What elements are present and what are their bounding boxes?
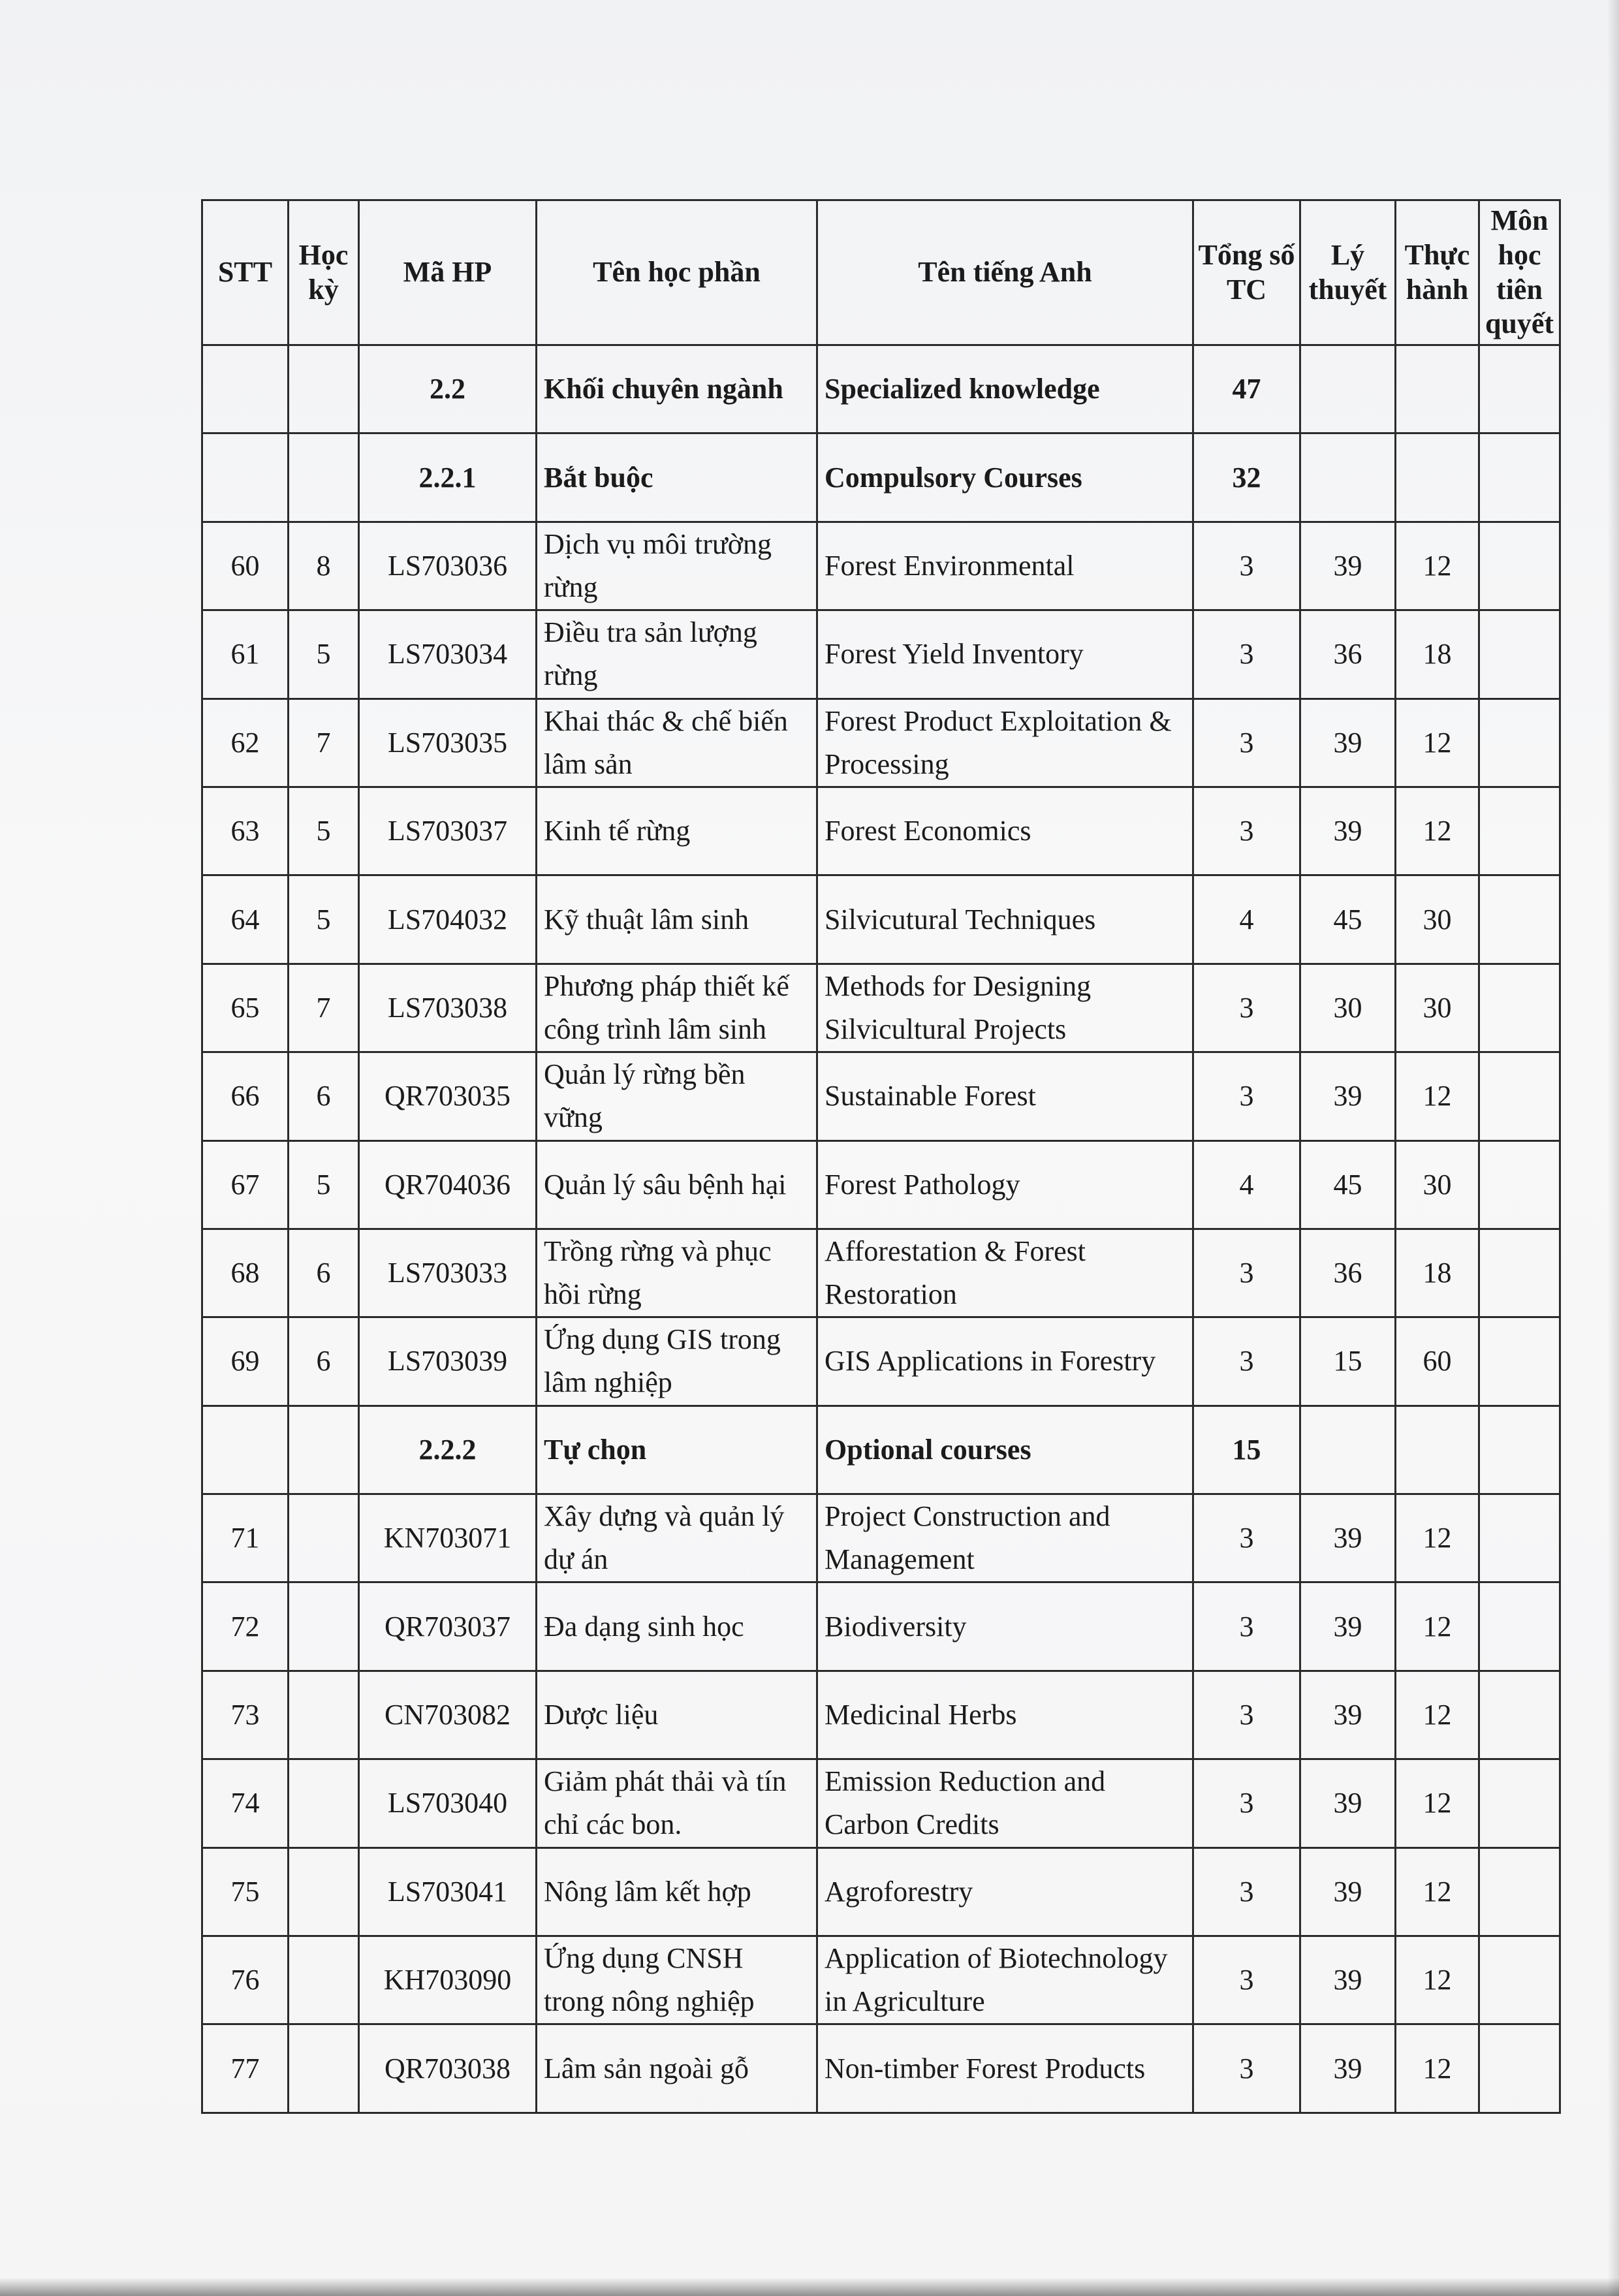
cell-ten-tieng-anh: Emission Reduction and Carbon Credits xyxy=(817,1759,1193,1848)
cell-hoc-ky xyxy=(289,1671,359,1759)
cell-tong-so-tc: 4 xyxy=(1193,875,1300,964)
cell-ten-hoc-phan: Bắt buộc xyxy=(537,433,817,522)
cell-thuc-hanh: 12 xyxy=(1396,522,1479,610)
cell-ma-hp: LS703040 xyxy=(359,1759,537,1848)
section-row xyxy=(202,433,1560,522)
cell-tong-so-tc: 3 xyxy=(1193,1317,1300,1406)
page-edge-shadow-bottom xyxy=(0,2278,1619,2296)
cell-mon-hoc-tien-quyet xyxy=(1479,875,1560,964)
cell-tong-so-tc: 4 xyxy=(1193,1140,1300,1229)
cell-mon-hoc-tien-quyet xyxy=(1479,610,1560,699)
cell-ma-hp: 2.2.1 xyxy=(359,433,537,522)
cell-mon-hoc-tien-quyet xyxy=(1479,433,1560,522)
cell-tong-so-tc: 15 xyxy=(1193,1406,1300,1494)
header-hoc-ky: Học kỳ xyxy=(289,200,359,345)
cell-stt: 63 xyxy=(202,787,289,875)
cell-tong-so-tc: 3 xyxy=(1193,1052,1300,1140)
cell-ly-thuyet: 45 xyxy=(1300,875,1396,964)
cell-stt: 67 xyxy=(202,1140,289,1229)
cell-thuc-hanh: 12 xyxy=(1396,1052,1479,1140)
cell-thuc-hanh: 12 xyxy=(1396,1848,1479,1936)
cell-ma-hp: LS703033 xyxy=(359,1229,537,1317)
cell-ten-tieng-anh: Forest Economics xyxy=(817,787,1193,875)
cell-ten-tieng-anh: Non-timber Forest Products xyxy=(817,2024,1193,2113)
cell-mon-hoc-tien-quyet xyxy=(1479,1936,1560,2024)
cell-hoc-ky: 5 xyxy=(289,1140,359,1229)
cell-ly-thuyet: 39 xyxy=(1300,1936,1396,2024)
cell-ma-hp: LS703036 xyxy=(359,522,537,610)
cell-hoc-ky: 5 xyxy=(289,610,359,699)
cell-ly-thuyet: 39 xyxy=(1300,1582,1396,1671)
cell-mon-hoc-tien-quyet xyxy=(1479,964,1560,1052)
cell-stt: 65 xyxy=(202,964,289,1052)
cell-mon-hoc-tien-quyet xyxy=(1479,1052,1560,1140)
cell-ma-hp: LS703037 xyxy=(359,787,537,875)
header-ten-hoc-phan: Tên học phần xyxy=(537,200,817,345)
cell-ma-hp: LS703039 xyxy=(359,1317,537,1406)
cell-stt: 66 xyxy=(202,1052,289,1140)
cell-ly-thuyet xyxy=(1300,433,1396,522)
cell-mon-hoc-tien-quyet xyxy=(1479,1671,1560,1759)
cell-ma-hp: QR704036 xyxy=(359,1140,537,1229)
table-row xyxy=(202,1229,1560,1317)
cell-mon-hoc-tien-quyet xyxy=(1479,699,1560,787)
cell-ly-thuyet: 39 xyxy=(1300,1494,1396,1582)
cell-ten-tieng-anh: Medicinal Herbs xyxy=(817,1671,1193,1759)
cell-ma-hp: QR703038 xyxy=(359,2024,537,2113)
cell-ten-hoc-phan: Dược liệu xyxy=(537,1671,817,1759)
course-table xyxy=(201,199,1561,2114)
cell-thuc-hanh xyxy=(1396,1406,1479,1494)
cell-hoc-ky: 8 xyxy=(289,522,359,610)
cell-ma-hp: LS703038 xyxy=(359,964,537,1052)
cell-ten-hoc-phan: Lâm sản ngoài gỗ xyxy=(537,2024,817,2113)
cell-thuc-hanh xyxy=(1396,433,1479,522)
table-row xyxy=(202,787,1560,875)
cell-stt: 61 xyxy=(202,610,289,699)
cell-hoc-ky: 6 xyxy=(289,1052,359,1140)
cell-stt: 60 xyxy=(202,522,289,610)
cell-tong-so-tc: 32 xyxy=(1193,433,1300,522)
table-row xyxy=(202,1671,1560,1759)
cell-thuc-hanh: 30 xyxy=(1396,964,1479,1052)
cell-tong-so-tc: 3 xyxy=(1193,1848,1300,1936)
cell-hoc-ky: 5 xyxy=(289,875,359,964)
cell-ten-hoc-phan: Tự chọn xyxy=(537,1406,817,1494)
cell-hoc-ky xyxy=(289,1759,359,1848)
section-row xyxy=(202,1406,1560,1494)
cell-thuc-hanh: 18 xyxy=(1396,1229,1479,1317)
cell-ma-hp: LS704032 xyxy=(359,875,537,964)
cell-ma-hp: QR703037 xyxy=(359,1582,537,1671)
cell-ma-hp: KN703071 xyxy=(359,1494,537,1582)
cell-thuc-hanh: 60 xyxy=(1396,1317,1479,1406)
cell-ten-hoc-phan: Nông lâm kết hợp xyxy=(537,1848,817,1936)
cell-ly-thuyet: 39 xyxy=(1300,1848,1396,1936)
cell-mon-hoc-tien-quyet xyxy=(1479,1759,1560,1848)
cell-tong-so-tc: 3 xyxy=(1193,699,1300,787)
table-row xyxy=(202,1582,1560,1671)
cell-tong-so-tc: 3 xyxy=(1193,522,1300,610)
cell-stt: 64 xyxy=(202,875,289,964)
cell-ma-hp: LS703034 xyxy=(359,610,537,699)
cell-thuc-hanh: 12 xyxy=(1396,1582,1479,1671)
cell-hoc-ky xyxy=(289,1936,359,2024)
cell-ten-hoc-phan: Điều tra sản lượng rừng xyxy=(537,610,817,699)
cell-mon-hoc-tien-quyet xyxy=(1479,1848,1560,1936)
cell-ten-tieng-anh: Forest Yield Inventory xyxy=(817,610,1193,699)
cell-ma-hp: LS703041 xyxy=(359,1848,537,1936)
cell-stt xyxy=(202,345,289,433)
page-edge-shadow-right xyxy=(1607,0,1619,2296)
cell-stt xyxy=(202,433,289,522)
cell-mon-hoc-tien-quyet xyxy=(1479,522,1560,610)
cell-ten-tieng-anh: Biodiversity xyxy=(817,1582,1193,1671)
cell-stt: 71 xyxy=(202,1494,289,1582)
cell-mon-hoc-tien-quyet xyxy=(1479,1229,1560,1317)
cell-stt: 77 xyxy=(202,2024,289,2113)
section-row xyxy=(202,345,1560,433)
cell-thuc-hanh: 12 xyxy=(1396,1494,1479,1582)
table-row xyxy=(202,2024,1560,2113)
cell-ten-tieng-anh: Specialized knowledge xyxy=(817,345,1193,433)
cell-thuc-hanh: 12 xyxy=(1396,2024,1479,2113)
cell-ly-thuyet: 39 xyxy=(1300,2024,1396,2113)
cell-ten-tieng-anh: GIS Applications in Forestry xyxy=(817,1317,1193,1406)
header-thuc-hanh: Thực hành xyxy=(1396,200,1479,345)
table-row xyxy=(202,1317,1560,1406)
cell-thuc-hanh: 12 xyxy=(1396,1936,1479,2024)
table-header-row xyxy=(202,200,1560,345)
header-mon-hoc-tien-quyet: Môn học tiên quyết xyxy=(1479,200,1560,345)
cell-ten-tieng-anh: Afforestation & Forest Restoration xyxy=(817,1229,1193,1317)
cell-stt: 76 xyxy=(202,1936,289,2024)
cell-ten-hoc-phan: Ứng dụng CNSH trong nông nghiệp xyxy=(537,1936,817,2024)
cell-hoc-ky xyxy=(289,1494,359,1582)
cell-thuc-hanh: 12 xyxy=(1396,1671,1479,1759)
cell-mon-hoc-tien-quyet xyxy=(1479,2024,1560,2113)
cell-ten-hoc-phan: Quản lý rừng bền vững xyxy=(537,1052,817,1140)
cell-ten-tieng-anh: Agroforestry xyxy=(817,1848,1193,1936)
cell-hoc-ky xyxy=(289,1582,359,1671)
cell-stt: 68 xyxy=(202,1229,289,1317)
table-row xyxy=(202,875,1560,964)
cell-thuc-hanh xyxy=(1396,345,1479,433)
cell-tong-so-tc: 3 xyxy=(1193,2024,1300,2113)
table-row xyxy=(202,522,1560,610)
table-row xyxy=(202,1936,1560,2024)
table-row xyxy=(202,699,1560,787)
cell-mon-hoc-tien-quyet xyxy=(1479,1317,1560,1406)
cell-ten-tieng-anh: Forest Environmental xyxy=(817,522,1193,610)
cell-hoc-ky: 7 xyxy=(289,964,359,1052)
cell-stt: 72 xyxy=(202,1582,289,1671)
cell-ly-thuyet: 15 xyxy=(1300,1317,1396,1406)
cell-hoc-ky xyxy=(289,1406,359,1494)
cell-tong-so-tc: 3 xyxy=(1193,1582,1300,1671)
cell-tong-so-tc: 3 xyxy=(1193,964,1300,1052)
cell-ly-thuyet: 36 xyxy=(1300,610,1396,699)
cell-ten-hoc-phan: Phương pháp thiết kế công trình lâm sinh xyxy=(537,964,817,1052)
table-row xyxy=(202,1494,1560,1582)
cell-ten-hoc-phan: Ứng dụng GIS trong lâm nghiệp xyxy=(537,1317,817,1406)
cell-ten-hoc-phan: Quản lý sâu bệnh hại xyxy=(537,1140,817,1229)
cell-stt: 62 xyxy=(202,699,289,787)
header-tong-so-tc: Tổng số TC xyxy=(1193,200,1300,345)
cell-ly-thuyet: 39 xyxy=(1300,787,1396,875)
cell-ten-hoc-phan: Kỹ thuật lâm sinh xyxy=(537,875,817,964)
cell-ma-hp: KH703090 xyxy=(359,1936,537,2024)
cell-ten-tieng-anh: Sustainable Forest xyxy=(817,1052,1193,1140)
cell-ly-thuyet: 30 xyxy=(1300,964,1396,1052)
cell-thuc-hanh: 12 xyxy=(1396,699,1479,787)
cell-ly-thuyet: 36 xyxy=(1300,1229,1396,1317)
header-ly-thuyet: Lý thuyết xyxy=(1300,200,1396,345)
cell-tong-so-tc: 47 xyxy=(1193,345,1300,433)
cell-mon-hoc-tien-quyet xyxy=(1479,1406,1560,1494)
cell-hoc-ky xyxy=(289,345,359,433)
cell-ten-hoc-phan: Dịch vụ môi trường rừng xyxy=(537,522,817,610)
cell-ly-thuyet: 39 xyxy=(1300,1759,1396,1848)
cell-ten-tieng-anh: Optional courses xyxy=(817,1406,1193,1494)
table-row xyxy=(202,1848,1560,1936)
cell-ma-hp: QR703035 xyxy=(359,1052,537,1140)
table-row xyxy=(202,1052,1560,1140)
cell-hoc-ky: 5 xyxy=(289,787,359,875)
cell-tong-so-tc: 3 xyxy=(1193,1229,1300,1317)
cell-ma-hp: LS703035 xyxy=(359,699,537,787)
cell-thuc-hanh: 12 xyxy=(1396,787,1479,875)
cell-ten-hoc-phan: Trồng rừng và phục hồi rừng xyxy=(537,1229,817,1317)
cell-ten-tieng-anh: Methods for Designing Silvicultural Projects xyxy=(817,964,1193,1052)
cell-mon-hoc-tien-quyet xyxy=(1479,1140,1560,1229)
cell-ma-hp: CN703082 xyxy=(359,1671,537,1759)
cell-ten-tieng-anh: Forest Pathology xyxy=(817,1140,1193,1229)
cell-tong-so-tc: 3 xyxy=(1193,1671,1300,1759)
cell-ly-thuyet: 39 xyxy=(1300,1671,1396,1759)
cell-thuc-hanh: 18 xyxy=(1396,610,1479,699)
cell-stt: 73 xyxy=(202,1671,289,1759)
table-row xyxy=(202,1140,1560,1229)
cell-hoc-ky: 6 xyxy=(289,1229,359,1317)
cell-ten-hoc-phan: Giảm phát thải và tín chỉ các bon. xyxy=(537,1759,817,1848)
cell-ma-hp: 2.2 xyxy=(359,345,537,433)
cell-hoc-ky: 7 xyxy=(289,699,359,787)
cell-stt: 75 xyxy=(202,1848,289,1936)
cell-stt xyxy=(202,1406,289,1494)
cell-hoc-ky xyxy=(289,433,359,522)
cell-ly-thuyet: 45 xyxy=(1300,1140,1396,1229)
cell-mon-hoc-tien-quyet xyxy=(1479,1494,1560,1582)
cell-hoc-ky xyxy=(289,1848,359,1936)
cell-thuc-hanh: 12 xyxy=(1396,1759,1479,1848)
cell-ten-tieng-anh: Compulsory Courses xyxy=(817,433,1193,522)
cell-ma-hp: 2.2.2 xyxy=(359,1406,537,1494)
cell-tong-so-tc: 3 xyxy=(1193,1759,1300,1848)
cell-hoc-ky: 6 xyxy=(289,1317,359,1406)
cell-stt: 69 xyxy=(202,1317,289,1406)
header-ma-hp: Mã HP xyxy=(359,200,537,345)
cell-ly-thuyet: 39 xyxy=(1300,1052,1396,1140)
header-stt: STT xyxy=(202,200,289,345)
cell-hoc-ky xyxy=(289,2024,359,2113)
cell-mon-hoc-tien-quyet xyxy=(1479,1582,1560,1671)
cell-ten-hoc-phan: Khối chuyên ngành xyxy=(537,345,817,433)
cell-thuc-hanh: 30 xyxy=(1396,875,1479,964)
cell-ly-thuyet xyxy=(1300,1406,1396,1494)
header-ten-tieng-anh: Tên tiếng Anh xyxy=(817,200,1193,345)
table-row xyxy=(202,610,1560,699)
cell-ten-hoc-phan: Khai thác & chế biến lâm sản xyxy=(537,699,817,787)
cell-tong-so-tc: 3 xyxy=(1193,1936,1300,2024)
cell-ten-tieng-anh: Project Construction and Management xyxy=(817,1494,1193,1582)
cell-stt: 74 xyxy=(202,1759,289,1848)
cell-ly-thuyet: 39 xyxy=(1300,699,1396,787)
cell-ly-thuyet: 39 xyxy=(1300,522,1396,610)
cell-ly-thuyet xyxy=(1300,345,1396,433)
cell-mon-hoc-tien-quyet xyxy=(1479,345,1560,433)
cell-mon-hoc-tien-quyet xyxy=(1479,787,1560,875)
cell-ten-tieng-anh: Forest Product Exploitation & Processing xyxy=(817,699,1193,787)
cell-ten-tieng-anh: Application of Biotechnology in Agriculture xyxy=(817,1936,1193,2024)
cell-ten-hoc-phan: Đa dạng sinh học xyxy=(537,1582,817,1671)
cell-tong-so-tc: 3 xyxy=(1193,610,1300,699)
cell-ten-hoc-phan: Xây dựng và quản lý dự án xyxy=(537,1494,817,1582)
table-row xyxy=(202,964,1560,1052)
cell-tong-so-tc: 3 xyxy=(1193,787,1300,875)
cell-ten-hoc-phan: Kinh tế rừng xyxy=(537,787,817,875)
cell-ten-tieng-anh: Silvicutural Techniques xyxy=(817,875,1193,964)
cell-tong-so-tc: 3 xyxy=(1193,1494,1300,1582)
table-row xyxy=(202,1759,1560,1848)
cell-thuc-hanh: 30 xyxy=(1396,1140,1479,1229)
